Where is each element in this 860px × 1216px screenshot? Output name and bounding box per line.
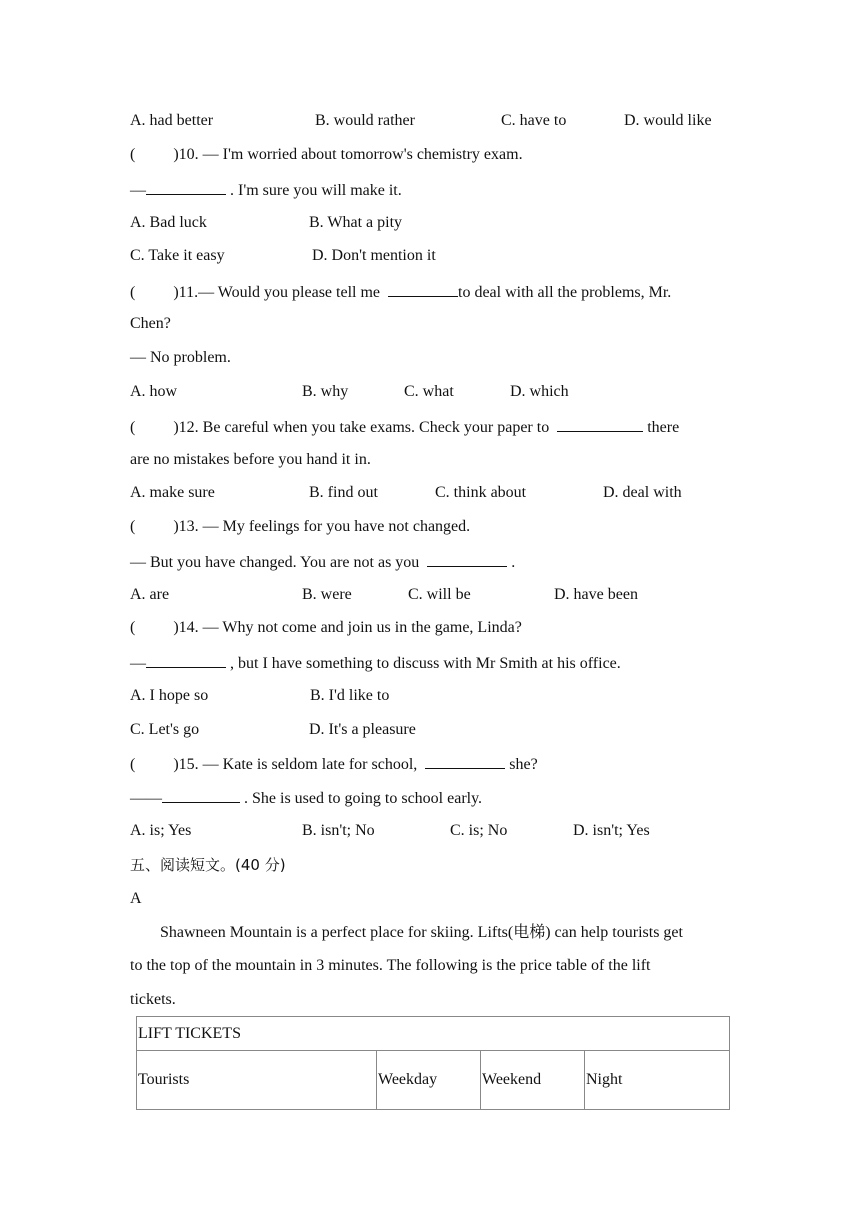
passage-line-3: tickets. [130,991,176,1008]
q11-option-b: B. why [302,383,349,400]
q13-reply [130,550,515,572]
q12-option-a: A. make sure [130,484,215,501]
q11-reply: — No problem. [130,349,231,366]
q12-stem-line2: are no mistakes before you hand it in. [130,451,371,468]
q11-option-d: D. which [510,383,569,400]
header-night: Night [585,1051,730,1110]
q13-answer-blank[interactable] [427,550,507,567]
q15-option-a: A. is; Yes [130,822,192,839]
q13-option-b: B. were [302,586,352,603]
q12-text: )12. Be careful when you take exams. Check your paper to [173,419,554,436]
q9-option-c: C. have to [501,112,567,129]
q13-option-c: C. will be [408,586,471,603]
q14-reply-dash: — [130,655,146,672]
q13-option-d: D. have been [554,586,638,603]
q9-option-a: A. had better [130,112,214,129]
q11-stem-line2: Chen? [130,315,171,332]
q15-option-d: D. isn't; Yes [573,822,650,839]
q13-text: )13. — My feelings for you have not changed. [173,518,471,535]
q12-text-after: there [643,419,680,436]
q10-stem [130,144,523,166]
q15-reply [130,786,482,808]
q15-answer-blank[interactable] [425,752,505,769]
table-header-row [137,1051,730,1110]
q14-reply-text: , but I have something to discuss with Mr Smith at his office. [226,655,621,672]
q13-paren: ( [130,518,136,535]
q12-option-c: C. think about [435,484,527,501]
table-title-row [137,1017,730,1051]
q9-option-b: B. would rather [315,112,415,129]
q10-text: )10. — I'm worried about tomorrow's chemistry exam. [173,146,523,163]
q14-text: )14. — Why not come and join us in the game, Linda? [173,619,522,636]
q15-option-b: B. isn't; No [302,822,375,839]
q10-option-c: C. Take it easy [130,247,225,264]
passage-line-1: Shawneen Mountain is a perfect place for skiing. Lifts(电梯) can help tourists get [160,924,683,941]
q14-option-b: B. I'd like to [310,687,390,704]
q15-reply-dash: —— [130,790,162,807]
q12-stem [130,415,679,437]
q14-option-a: A. I hope so [130,687,209,704]
header-weekday: Weekday [377,1051,481,1110]
q11-stem [130,280,671,302]
q10-option-b: B. What a pity [309,214,403,231]
q14-option-d: D. It's a pleasure [309,721,416,738]
q10-paren: ( [130,146,136,163]
q13-reply-text: — But you have changed. You are not as you [130,554,424,571]
q11-text-after: to deal with all the problems, Mr. [458,284,672,301]
q11-text: )11.— Would you please tell me [173,284,384,301]
q15-text: )15. — Kate is seldom late for school, [173,756,422,773]
q15-stem [130,752,538,774]
q11-option-c: C. what [404,383,454,400]
q14-reply [130,651,621,673]
q9-option-d: D. would like [624,112,712,129]
q13-stem [130,516,470,538]
q12-answer-blank[interactable] [557,415,643,432]
q12-option-b: B. find out [309,484,378,501]
q15-answer-blank-2[interactable] [162,786,240,803]
q14-paren: ( [130,619,136,636]
q12-paren: ( [130,419,136,436]
section-title: 五、阅读短文。(40 分) [130,856,286,874]
section-part-label: A [130,890,142,907]
q10-option-a: A. Bad luck [130,214,207,231]
q15-option-c: C. is; No [450,822,508,839]
q12-option-d: D. deal with [603,484,682,501]
q10-reply [130,178,402,200]
q11-paren: ( [130,284,136,301]
q13-reply-after: . [507,554,516,571]
table-title: LIFT TICKETS [137,1017,730,1051]
q11-option-a: A. how [130,383,178,400]
q14-option-c: C. Let's go [130,721,200,738]
passage-line-2: to the top of the mountain in 3 minutes. The following is the price table of the lift [130,957,651,974]
lift-tickets-table [136,1016,730,1110]
q15-paren: ( [130,756,136,773]
q14-answer-blank[interactable] [146,651,226,668]
header-tourists: Tourists [137,1051,377,1110]
header-weekend: Weekend [481,1051,585,1110]
q14-stem [130,617,522,639]
q10-reply-dash: — [130,182,146,199]
q10-reply-text: . I'm sure you will make it. [226,182,402,199]
q10-answer-blank[interactable] [146,178,226,195]
q11-answer-blank[interactable] [388,280,458,297]
q13-option-a: A. are [130,586,170,603]
q15-text-after: she? [505,756,538,773]
q10-option-d: D. Don't mention it [312,247,436,264]
q15-reply-text: . She is used to going to school early. [240,790,483,807]
